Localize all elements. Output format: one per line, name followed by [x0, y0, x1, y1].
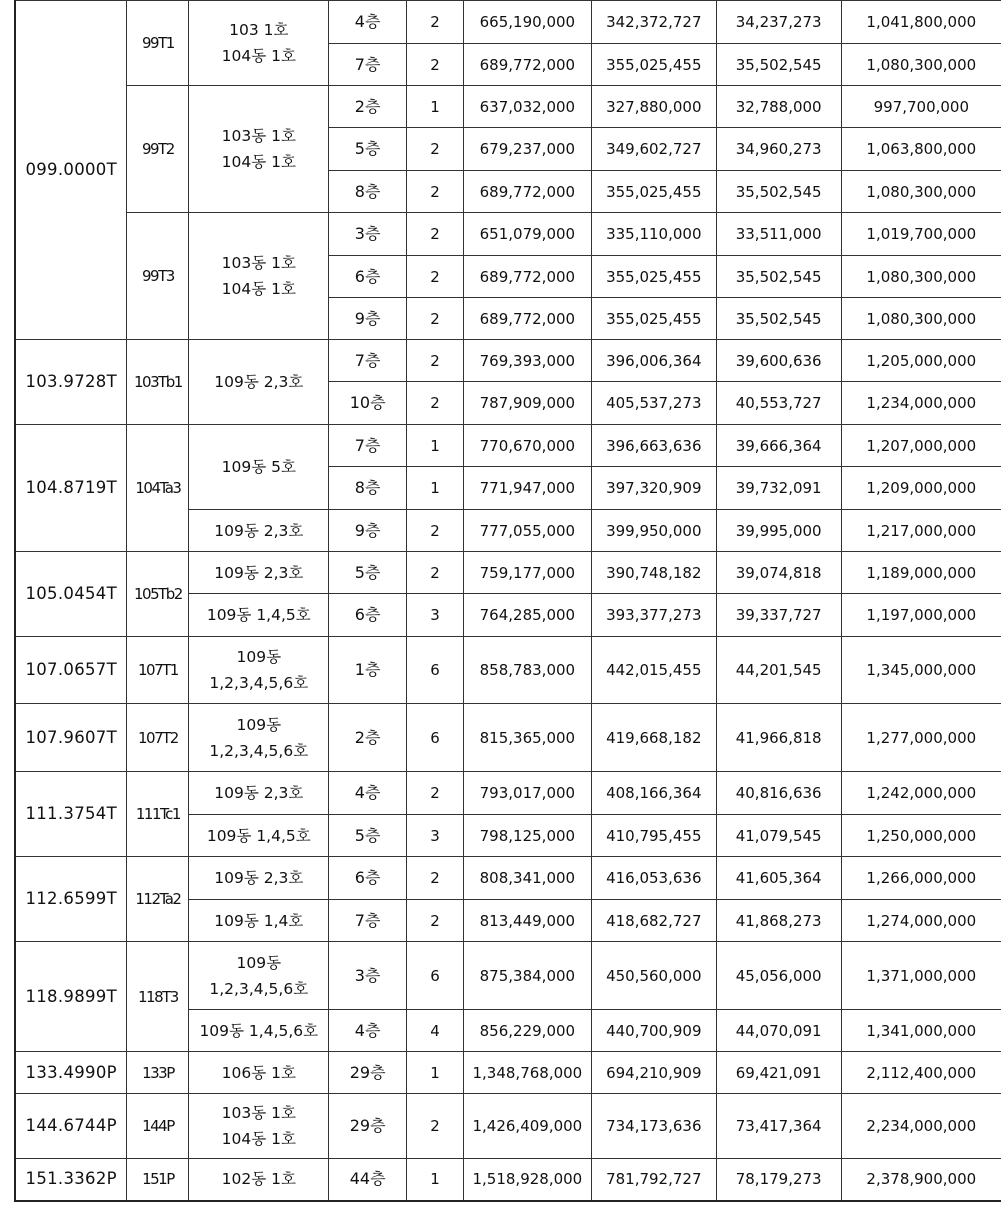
total-price-cell: 1,041,800,000: [841, 1, 1001, 44]
type-cell: 105Tb2: [127, 552, 189, 637]
building-price-cell: 397,320,909: [591, 467, 716, 510]
land-price-cell: 679,237,000: [463, 128, 591, 171]
total-price-cell: 1,234,000,000: [841, 382, 1001, 425]
type-cell: 99T2: [127, 86, 189, 213]
table-row: [15, 637, 1001, 704]
building-price-cell: 342,372,727: [591, 1, 716, 44]
total-price-cell: 1,080,300,000: [841, 298, 1001, 340]
total-price-cell: 1,209,000,000: [841, 467, 1001, 510]
building-price-cell: 440,700,909: [591, 1010, 716, 1052]
land-price-cell: 689,772,000: [463, 171, 591, 213]
table-row: [15, 1052, 1001, 1094]
area-cell: 133.4990P: [15, 1052, 127, 1094]
type-cell: 133P: [127, 1052, 189, 1094]
vat-cell: 44,201,545: [716, 637, 841, 704]
floor-cell: 3층: [329, 213, 407, 256]
land-price-cell: 769,393,000: [463, 340, 591, 382]
vat-cell: 40,553,727: [716, 382, 841, 425]
count-cell: 2: [407, 213, 464, 256]
area-cell: 099.0000T: [15, 1, 127, 340]
building-price-cell: 405,537,273: [591, 382, 716, 425]
total-price-cell: 1,205,000,000: [841, 340, 1001, 382]
land-price-cell: 798,125,000: [463, 815, 591, 857]
area-cell: 144.6744P: [15, 1094, 127, 1159]
area-cell: 151.3362P: [15, 1159, 127, 1201]
count-cell: 2: [407, 857, 464, 900]
vat-cell: 39,732,091: [716, 467, 841, 510]
count-cell: 2: [407, 510, 464, 552]
floor-cell: 8층: [329, 171, 407, 213]
floor-cell: 7층: [329, 900, 407, 942]
floor-cell: 2층: [329, 86, 407, 128]
building-price-cell: 390,748,182: [591, 552, 716, 594]
building-price-cell: 396,006,364: [591, 340, 716, 382]
total-price-cell: 1,242,000,000: [841, 772, 1001, 815]
total-price-cell: 1,189,000,000: [841, 552, 1001, 594]
building-price-cell: 355,025,455: [591, 256, 716, 298]
land-price-cell: 764,285,000: [463, 594, 591, 637]
area-cell: 104.8719T: [15, 425, 127, 552]
floor-cell: 29층: [329, 1052, 407, 1094]
total-price-cell: 2,378,900,000: [841, 1159, 1001, 1201]
table-row: [15, 942, 1001, 1010]
floor-cell: 8층: [329, 467, 407, 510]
type-cell: 99T1: [127, 1, 189, 86]
total-price-cell: 1,197,000,000: [841, 594, 1001, 637]
count-cell: 2: [407, 171, 464, 213]
vat-cell: 35,502,545: [716, 171, 841, 213]
floor-cell: 7층: [329, 44, 407, 86]
floor-cell: 5층: [329, 128, 407, 171]
floor-cell: 3층: [329, 942, 407, 1010]
total-price-cell: 2,234,000,000: [841, 1094, 1001, 1159]
count-cell: 3: [407, 815, 464, 857]
table-row: [15, 552, 1001, 594]
total-price-cell: 1,277,000,000: [841, 704, 1001, 772]
count-cell: 6: [407, 637, 464, 704]
total-price-cell: 1,207,000,000: [841, 425, 1001, 467]
dong-cell: 103동 1호 104동 1호: [189, 213, 329, 340]
building-price-cell: 355,025,455: [591, 171, 716, 213]
floor-cell: 6층: [329, 857, 407, 900]
count-cell: 1: [407, 1159, 464, 1201]
floor-cell: 9층: [329, 298, 407, 340]
floor-cell: 44층: [329, 1159, 407, 1201]
vat-cell: 44,070,091: [716, 1010, 841, 1052]
type-cell: 107T2: [127, 704, 189, 772]
land-price-cell: 815,365,000: [463, 704, 591, 772]
floor-cell: 29층: [329, 1094, 407, 1159]
building-price-cell: 410,795,455: [591, 815, 716, 857]
vat-cell: 73,417,364: [716, 1094, 841, 1159]
table-row: [15, 857, 1001, 900]
building-price-cell: 419,668,182: [591, 704, 716, 772]
vat-cell: 78,179,273: [716, 1159, 841, 1201]
type-cell: 99T3: [127, 213, 189, 340]
building-price-cell: 408,166,364: [591, 772, 716, 815]
count-cell: 1: [407, 1052, 464, 1094]
building-price-cell: 355,025,455: [591, 298, 716, 340]
table-row: [15, 1159, 1001, 1201]
land-price-cell: 808,341,000: [463, 857, 591, 900]
dong-cell: 109동 1,2,3,4,5,6호: [189, 704, 329, 772]
area-cell: 118.9899T: [15, 942, 127, 1052]
building-price-cell: 416,053,636: [591, 857, 716, 900]
total-price-cell: 1,250,000,000: [841, 815, 1001, 857]
total-price-cell: 1,080,300,000: [841, 44, 1001, 86]
land-price-cell: 689,772,000: [463, 256, 591, 298]
land-price-cell: 813,449,000: [463, 900, 591, 942]
building-price-cell: 393,377,273: [591, 594, 716, 637]
floor-cell: 9층: [329, 510, 407, 552]
dong-cell: 103 1호 104동 1호: [189, 1, 329, 86]
land-price-cell: 689,772,000: [463, 298, 591, 340]
dong-cell: 109동 1,4,5호: [189, 594, 329, 637]
table-row: [15, 1, 1001, 44]
price-table-body: [15, 1, 1001, 1201]
dong-cell: 109동 2,3호: [189, 340, 329, 425]
vat-cell: 35,502,545: [716, 256, 841, 298]
count-cell: 2: [407, 772, 464, 815]
count-cell: 4: [407, 1010, 464, 1052]
dong-cell: 109동 1,2,3,4,5,6호: [189, 942, 329, 1010]
count-cell: 2: [407, 1094, 464, 1159]
dong-cell: 109동 2,3호: [189, 772, 329, 815]
vat-cell: 39,666,364: [716, 425, 841, 467]
land-price-cell: 689,772,000: [463, 44, 591, 86]
land-price-cell: 875,384,000: [463, 942, 591, 1010]
vat-cell: 69,421,091: [716, 1052, 841, 1094]
total-price-cell: 1,217,000,000: [841, 510, 1001, 552]
count-cell: 2: [407, 1, 464, 44]
building-price-cell: 399,950,000: [591, 510, 716, 552]
dong-cell: 102동 1호: [189, 1159, 329, 1201]
count-cell: 2: [407, 256, 464, 298]
area-cell: 107.9607T: [15, 704, 127, 772]
vat-cell: 41,605,364: [716, 857, 841, 900]
count-cell: 3: [407, 594, 464, 637]
land-price-cell: 637,032,000: [463, 86, 591, 128]
type-cell: 104Ta3: [127, 425, 189, 552]
land-price-cell: 1,348,768,000: [463, 1052, 591, 1094]
vat-cell: 39,074,818: [716, 552, 841, 594]
table-row: [15, 340, 1001, 382]
count-cell: 1: [407, 86, 464, 128]
building-price-cell: 349,602,727: [591, 128, 716, 171]
area-cell: 107.0657T: [15, 637, 127, 704]
building-price-cell: 734,173,636: [591, 1094, 716, 1159]
dong-cell: 109동 5호: [189, 425, 329, 510]
count-cell: 2: [407, 340, 464, 382]
floor-cell: 7층: [329, 425, 407, 467]
price-table: [14, 0, 1001, 1202]
table-row: [15, 213, 1001, 256]
floor-cell: 4층: [329, 1010, 407, 1052]
dong-cell: 103동 1호 104동 1호: [189, 1094, 329, 1159]
floor-cell: 1층: [329, 637, 407, 704]
count-cell: 2: [407, 900, 464, 942]
area-cell: 103.9728T: [15, 340, 127, 425]
total-price-cell: 1,080,300,000: [841, 171, 1001, 213]
count-cell: 2: [407, 382, 464, 425]
land-price-cell: 759,177,000: [463, 552, 591, 594]
land-price-cell: 787,909,000: [463, 382, 591, 425]
floor-cell: 4층: [329, 772, 407, 815]
count-cell: 2: [407, 552, 464, 594]
vat-cell: 35,502,545: [716, 298, 841, 340]
land-price-cell: 793,017,000: [463, 772, 591, 815]
dong-cell: 103동 1호 104동 1호: [189, 86, 329, 213]
total-price-cell: 1,274,000,000: [841, 900, 1001, 942]
building-price-cell: 396,663,636: [591, 425, 716, 467]
dong-cell: 109동 1,2,3,4,5,6호: [189, 637, 329, 704]
type-cell: 118T3: [127, 942, 189, 1052]
floor-cell: 4층: [329, 1, 407, 44]
total-price-cell: 1,063,800,000: [841, 128, 1001, 171]
vat-cell: 45,056,000: [716, 942, 841, 1010]
floor-cell: 10층: [329, 382, 407, 425]
land-price-cell: 770,670,000: [463, 425, 591, 467]
land-price-cell: 856,229,000: [463, 1010, 591, 1052]
table-row: [15, 772, 1001, 815]
land-price-cell: 777,055,000: [463, 510, 591, 552]
vat-cell: 32,788,000: [716, 86, 841, 128]
vat-cell: 41,868,273: [716, 900, 841, 942]
land-price-cell: 771,947,000: [463, 467, 591, 510]
count-cell: 2: [407, 298, 464, 340]
type-cell: 151P: [127, 1159, 189, 1201]
building-price-cell: 781,792,727: [591, 1159, 716, 1201]
type-cell: 103Tb1: [127, 340, 189, 425]
dong-cell: 109동 2,3호: [189, 857, 329, 900]
count-cell: 1: [407, 425, 464, 467]
floor-cell: 2층: [329, 704, 407, 772]
area-cell: 112.6599T: [15, 857, 127, 942]
land-price-cell: 1,426,409,000: [463, 1094, 591, 1159]
vat-cell: 41,079,545: [716, 815, 841, 857]
vat-cell: 34,960,273: [716, 128, 841, 171]
land-price-cell: 858,783,000: [463, 637, 591, 704]
building-price-cell: 418,682,727: [591, 900, 716, 942]
total-price-cell: 1,080,300,000: [841, 256, 1001, 298]
area-cell: 105.0454T: [15, 552, 127, 637]
type-cell: 107T1: [127, 637, 189, 704]
count-cell: 6: [407, 704, 464, 772]
land-price-cell: 665,190,000: [463, 1, 591, 44]
table-row: [15, 425, 1001, 467]
count-cell: 6: [407, 942, 464, 1010]
total-price-cell: 1,019,700,000: [841, 213, 1001, 256]
floor-cell: 7층: [329, 340, 407, 382]
vat-cell: 39,995,000: [716, 510, 841, 552]
dong-cell: 109동 1,4호: [189, 900, 329, 942]
dong-cell: 109동 2,3호: [189, 552, 329, 594]
table-row: [15, 86, 1001, 128]
vat-cell: 34,237,273: [716, 1, 841, 44]
floor-cell: 6층: [329, 594, 407, 637]
land-price-cell: 651,079,000: [463, 213, 591, 256]
building-price-cell: 327,880,000: [591, 86, 716, 128]
total-price-cell: 2,112,400,000: [841, 1052, 1001, 1094]
area-cell: 111.3754T: [15, 772, 127, 857]
count-cell: 1: [407, 467, 464, 510]
count-cell: 2: [407, 128, 464, 171]
building-price-cell: 335,110,000: [591, 213, 716, 256]
vat-cell: 40,816,636: [716, 772, 841, 815]
total-price-cell: 997,700,000: [841, 86, 1001, 128]
building-price-cell: 442,015,455: [591, 637, 716, 704]
total-price-cell: 1,371,000,000: [841, 942, 1001, 1010]
vat-cell: 33,511,000: [716, 213, 841, 256]
total-price-cell: 1,266,000,000: [841, 857, 1001, 900]
table-row: [15, 704, 1001, 772]
floor-cell: 6층: [329, 256, 407, 298]
dong-cell: 109동 1,4,5호: [189, 815, 329, 857]
dong-cell: 109동 2,3호: [189, 510, 329, 552]
land-price-cell: 1,518,928,000: [463, 1159, 591, 1201]
vat-cell: 35,502,545: [716, 44, 841, 86]
type-cell: 112Ta2: [127, 857, 189, 942]
floor-cell: 5층: [329, 552, 407, 594]
building-price-cell: 355,025,455: [591, 44, 716, 86]
count-cell: 2: [407, 44, 464, 86]
floor-cell: 5층: [329, 815, 407, 857]
type-cell: 144P: [127, 1094, 189, 1159]
building-price-cell: 450,560,000: [591, 942, 716, 1010]
total-price-cell: 1,345,000,000: [841, 637, 1001, 704]
dong-cell: 106동 1호: [189, 1052, 329, 1094]
vat-cell: 39,600,636: [716, 340, 841, 382]
building-price-cell: 694,210,909: [591, 1052, 716, 1094]
vat-cell: 41,966,818: [716, 704, 841, 772]
vat-cell: 39,337,727: [716, 594, 841, 637]
total-price-cell: 1,341,000,000: [841, 1010, 1001, 1052]
type-cell: 111Tc1: [127, 772, 189, 857]
table-row: [15, 1094, 1001, 1159]
dong-cell: 109동 1,4,5,6호: [189, 1010, 329, 1052]
